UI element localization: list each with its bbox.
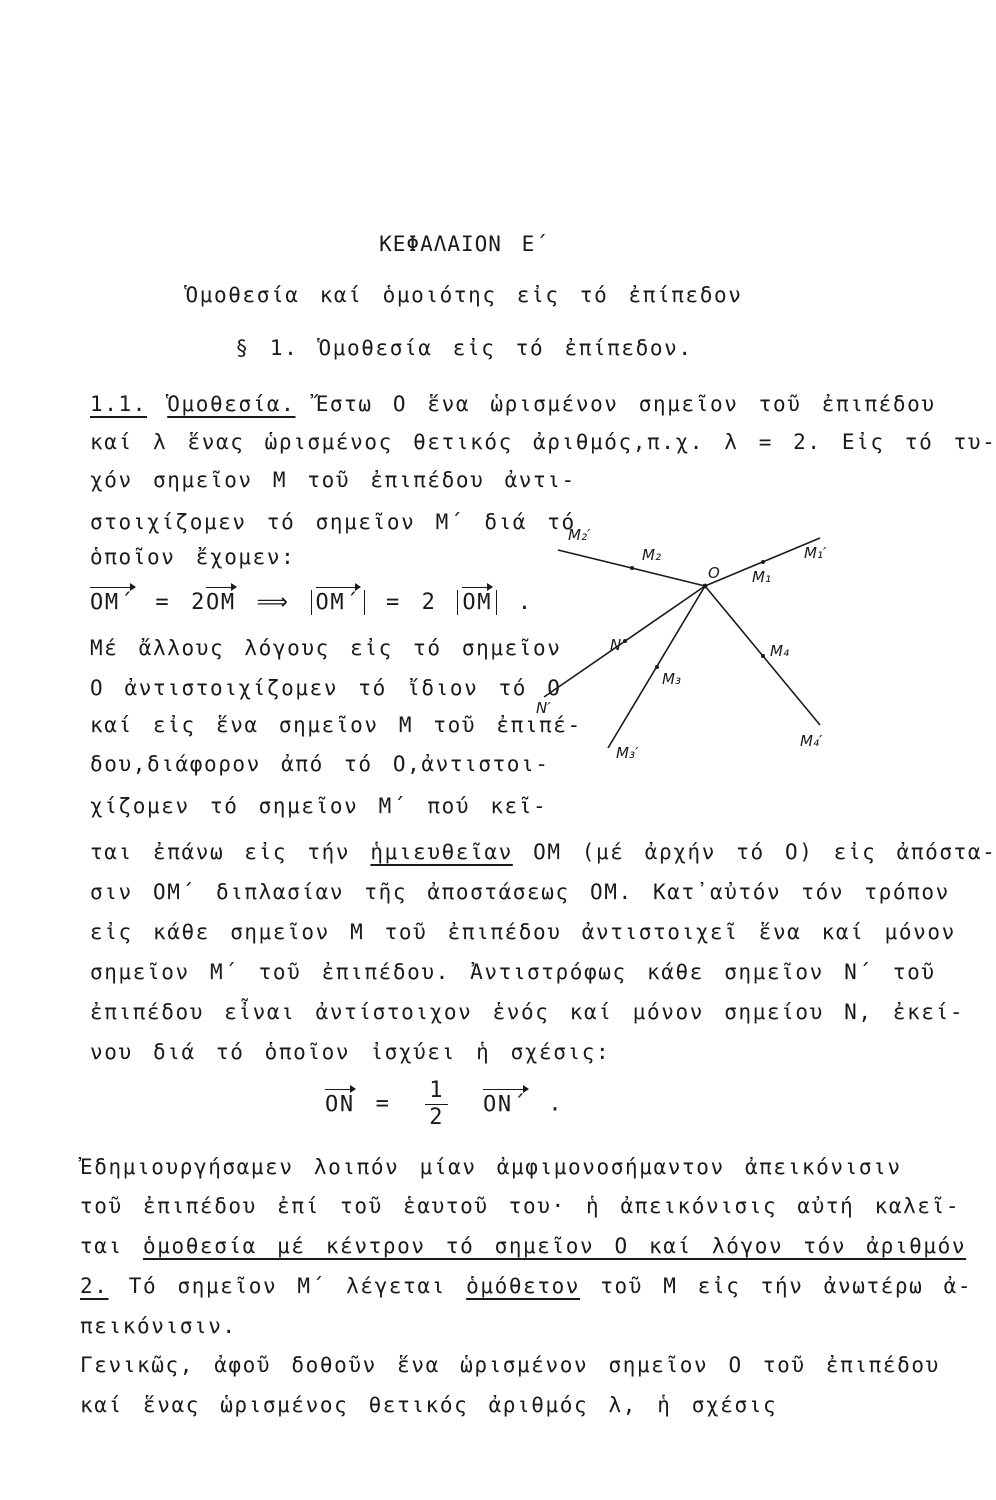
point-o [703, 584, 708, 589]
para2-line-1: Ἐδημιουργήσαμεν λοιπόν μίαν ἀμφιμονοσήμαντον ἀπεικόνισιν [80, 1155, 902, 1179]
label-m3: M₃ [662, 670, 681, 688]
homothety-diagram [517, 510, 860, 780]
formula1-eq: = [155, 590, 171, 615]
label-n-prime: N′ [536, 699, 551, 717]
chapter-heading: ΚΕΦΑΛΑΙΟΝ Ε΄ [379, 232, 549, 256]
section-heading: § 1. Ὁμοθεσία εἰς τό ἐπίπεδον. [235, 336, 693, 360]
para1-line-1-text: Ἔστω Ο ἕνα ὡρισμένον σημεῖον τοῦ ἐπιπέδου [315, 392, 936, 416]
term-half-line: ἡμιευθεῖαν [370, 840, 513, 864]
fraction-denominator: 2 [429, 1105, 445, 1130]
formula2-eq: = [375, 1091, 391, 1117]
para1-line-14: εἰς κάθε σημεῖον Μ τοῦ ἐπιπέδου ἀντιστοιχεῖ ἕνα καί μόνον [90, 920, 956, 944]
point-m2 [630, 566, 634, 570]
formula1-coef: 2 [191, 590, 206, 615]
vector-on: ΟΝ [325, 1091, 355, 1117]
fraction-one-half [425, 1078, 448, 1131]
formula1-eq2: = 2 [385, 590, 437, 615]
para2-line-5: πεικόνισιν. [80, 1314, 237, 1338]
label-m2: M₂ [642, 546, 661, 564]
ratio-number: 2. [80, 1274, 109, 1298]
label-m1-prime: M₁′ [804, 544, 827, 562]
para3-line-1: Γενικῶς, ἀφοῦ δοθοῦν ἕνα ὡρισμένον σημεῖον Ο τοῦ ἐπιπέδου [80, 1353, 940, 1377]
para1-term: Ὁμοθεσία. [167, 392, 296, 416]
para1-line-3: χόν σημεῖον Μ τοῦ ἐπιπέδου ἀντι- [90, 468, 576, 492]
point-m4 [761, 654, 765, 658]
para2-line-4-b: Τό σημεῖον Μ΄ λέγεται [128, 1274, 446, 1298]
para2-line-2: τοῦ ἐπιπέδου ἐπί τοῦ ἑαυτοῦ του· ἡ ἀπεικόνισις αὐτή καλεῖ- [80, 1194, 961, 1218]
para1-line-4: στοιχίζομεν τό σημεῖον Μ΄ διά τό [90, 510, 576, 534]
para1-line-10: δου,διάφορον ἀπό τό Ο,ἀντιστοι- [90, 752, 550, 776]
para1-number: 1.1. [90, 392, 147, 416]
vector-on-prime: ΟΝ΄ [483, 1091, 528, 1117]
chapter-title: Ὁμοθεσία καί ὁμοιότης εἰς τό ἐπίπεδον [185, 283, 743, 307]
vector-om: ΟΜ [205, 590, 236, 615]
term-homothetic: ὁμόθετον [466, 1274, 581, 1298]
para1-line-15: σημεῖον Μ΄ τοῦ ἐπιπέδου. Ἀντιστρόφως κάθε σημεῖον Ν΄ τοῦ [90, 960, 936, 984]
para2-line-3 [80, 1234, 966, 1258]
vector-om-prime: ΟΜ΄ [90, 590, 135, 615]
para1-line-9: καί εἰς ἕνα σημεῖον Μ τοῦ ἐπιπέ- [90, 713, 582, 737]
para2-line-4 [80, 1274, 972, 1298]
para1-line-7: Μέ ἄλλους λόγους εἰς τό σημεῖον [90, 636, 562, 660]
para1-line-1 [90, 392, 936, 416]
definition-homothety: ὁμοθεσία μέ κέντρον τό σημεῖον Ο καί λόγον τόν ἀριθμόν [142, 1234, 967, 1258]
fraction-numerator: 1 [425, 1078, 448, 1105]
para1-line-2: καί λ ἕνας ὡρισμένος θετικός ἀριθμός,π.χ. λ = 2. Εἰς τό τυ- [90, 430, 996, 454]
abs-vector-om-prime: ΟΜ΄ [315, 590, 361, 615]
point-n [623, 639, 627, 643]
para3-line-2: καί ἕνας ὡρισμένος θετικός ἀριθμός λ, ἡ σχέσις [80, 1393, 778, 1417]
para1-line-17: νου διά τό ὁποῖον ἰσχύει ἡ σχέσις: [90, 1040, 611, 1064]
formula2-end: . [548, 1091, 564, 1117]
para1-line-13: σιν ΟΜ΄ διπλασίαν τῆς ἀποστάσεως ΟΜ. Κατ᾽αὐτόν τόν τρόπον [90, 880, 950, 904]
para1-line-11: χίζομεν τό σημεῖον Μ΄ πού κεῖ- [90, 794, 548, 818]
point-m1 [761, 560, 765, 564]
label-m1: M₁ [752, 568, 771, 586]
label-m3-prime: M₃′ [616, 744, 639, 762]
para2-line-3-a: ται [80, 1234, 123, 1258]
label-o: O [708, 564, 720, 582]
label-m4-prime: M₄′ [800, 732, 823, 750]
label-m4: M₄ [770, 642, 789, 660]
para1-line-8: Ο ἀντιστοιχίζομεν τό ἴδιον τό Ο [90, 676, 562, 700]
point-markers [623, 560, 765, 669]
point-m3 [655, 665, 659, 669]
para2-line-4-d: τοῦ Μ εἰς τήν ἀνωτέρω ἀ- [600, 1274, 973, 1298]
implies-arrow: ⟹ [256, 590, 290, 615]
formula-inverse [325, 1078, 563, 1131]
abs-vector-om: ΟΜ [462, 590, 493, 615]
para1-line-12-a: ται ἐπάνω εἰς τήν [90, 840, 351, 864]
para1-line-12 [90, 840, 996, 864]
label-m2-prime: M₂′ [568, 526, 591, 544]
label-n: N [610, 636, 622, 654]
formula1-end: . [517, 590, 533, 615]
para1-line-12-c: ΟΜ (μέ ἀρχήν τό Ο) εἰς ἀπόστα- [533, 840, 996, 864]
para1-line-5: ὁποῖον ἔχομεν: [90, 545, 296, 569]
formula-homothety [90, 590, 533, 615]
para1-line-16: ἐπιπέδου εἶναι ἀντίστοιχον ἑνός καί μόνον σημείου Ν, ἐκεί- [90, 1000, 965, 1024]
